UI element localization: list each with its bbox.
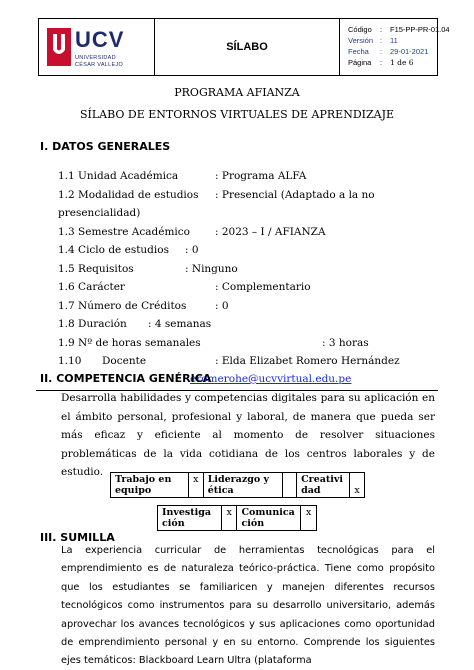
ucv-logo-icon bbox=[47, 28, 71, 66]
competence-paragraph: Desarrolla habilidades y competencias digitales para su aplicación en el ámbito personal, profesional y laboral, de manera que pueda ser más eficaz y eficiente al momento de resolver situaciones problemáticas de la vida cotidiana de los centros laborales y de estudio. bbox=[61, 392, 435, 478]
meta-key: Página bbox=[348, 58, 372, 67]
item-1-8-label: 1.8 Duración bbox=[58, 318, 127, 330]
item-1-2-value: : Presencial (Adaptado a la no bbox=[215, 189, 375, 201]
item-1-4-label: 1.4 Ciclo de estudios bbox=[58, 244, 169, 256]
logo-wordmark: UCV bbox=[75, 27, 125, 52]
header-meta bbox=[340, 19, 450, 75]
item-1-9-label: 1.9 Nº de horas semanales bbox=[58, 337, 201, 349]
meta-sep: : bbox=[380, 47, 383, 56]
meta-row-version bbox=[348, 36, 398, 45]
meta-value: 11 bbox=[390, 36, 398, 45]
item-1-6-label: 1.6 Carácter bbox=[58, 281, 125, 293]
meta-sep: : bbox=[380, 25, 383, 34]
meta-key: Versión bbox=[348, 36, 374, 45]
logo-line-2: CÉSAR VALLEJO bbox=[75, 62, 124, 68]
section-1-heading: I. DATOS GENERALES bbox=[40, 140, 171, 153]
item-1-7-label: 1.7 Número de Créditos bbox=[58, 300, 187, 312]
logo-line-1: UNIVERSIDAD bbox=[75, 55, 116, 61]
meta-value: F15-PP-PR-01.04 bbox=[390, 25, 450, 34]
meta-sep: : bbox=[380, 58, 383, 67]
item-1-10-value: : Elda Elizabet Romero Hernández bbox=[215, 355, 400, 367]
competence-communication-mark: x bbox=[301, 506, 317, 531]
competence-creativity: Creatividad bbox=[297, 473, 350, 498]
meta-value: 29-01-2021 bbox=[390, 47, 429, 56]
meta-row-date bbox=[348, 47, 428, 56]
item-1-9-value: : 3 horas bbox=[322, 337, 369, 349]
item-1-10-number: 1.10 bbox=[58, 355, 82, 367]
meta-row-code bbox=[348, 25, 450, 34]
item-1-2-label: 1.2 Modalidad de estudios bbox=[58, 189, 199, 201]
program-title: PROGRAMA AFIANZA bbox=[174, 86, 300, 99]
meta-value: 1 de 6 bbox=[390, 58, 414, 67]
item-1-3-label: 1.3 Semestre Académico bbox=[58, 226, 190, 238]
competence-communication: Comunicación bbox=[237, 506, 301, 531]
section-3-heading: III. SUMILLA bbox=[40, 531, 115, 544]
competence-teamwork-mark: x bbox=[188, 473, 203, 498]
sumilla-paragraph: La experiencia curricular de herramientas tecnológicas para el emprendimiento es de naturaleza teórico-práctica. Tiene como propósito que los estudiantes se familiaricen y manejen diferentes recursos tecnológicos como instrumentos para su desarrollo universitario, además aprovechar los avances tecnológicos y sus aplicaciones como oportunidad de emprendimiento personal y en su entorno. Comprende los siguientes ejes temáticos: Blackboard Learn Ultra (plataforma bbox=[61, 545, 435, 667]
item-1-5-value: : Ninguno bbox=[185, 263, 238, 275]
meta-sep: : bbox=[380, 36, 383, 45]
logo-cell bbox=[39, 19, 155, 75]
item-1-6-value: : Complementario bbox=[215, 281, 311, 293]
teacher-email-link[interactable]: eromerohe@ucvvirtual.edu.pe bbox=[190, 373, 352, 385]
competence-teamwork: Trabajo en equipo bbox=[111, 473, 189, 498]
syllabus-title: SÍLABO DE ENTORNOS VIRTUALES DE APRENDIZAJE bbox=[79, 108, 395, 121]
competence-creativity-mark: x bbox=[350, 473, 365, 498]
item-1-4-value: : 0 bbox=[185, 244, 199, 256]
section-2-heading: II. COMPETENCIA GENÉRICA bbox=[40, 372, 212, 385]
header-doc-title: SÍLABO bbox=[155, 19, 340, 75]
competence-leadership-mark bbox=[282, 473, 296, 498]
meta-key: Fecha bbox=[348, 47, 369, 56]
competence-leadership: Liderazgo y ética bbox=[203, 473, 282, 498]
item-1-8-value: : 4 semanas bbox=[148, 318, 212, 330]
item-1-1-value: : Programa ALFA bbox=[215, 170, 307, 182]
item-1-1-label: 1.1 Unidad Académica bbox=[58, 170, 179, 182]
competence-research-mark: x bbox=[221, 506, 237, 531]
item-1-10-label: Docente bbox=[102, 355, 147, 367]
competence-table-2 bbox=[157, 505, 317, 531]
meta-row-page bbox=[348, 58, 414, 67]
meta-key: Código bbox=[348, 25, 372, 34]
document-header bbox=[38, 18, 450, 76]
item-1-7-value: : 0 bbox=[215, 300, 229, 312]
item-1-2-continuation: presencialidad) bbox=[58, 207, 141, 219]
item-1-5-label: 1.5 Requisitos bbox=[58, 263, 134, 275]
item-1-3-value: : 2023 – I / AFIANZA bbox=[215, 226, 326, 238]
competence-research: Investigación bbox=[158, 506, 222, 531]
competence-table-1 bbox=[110, 472, 365, 498]
